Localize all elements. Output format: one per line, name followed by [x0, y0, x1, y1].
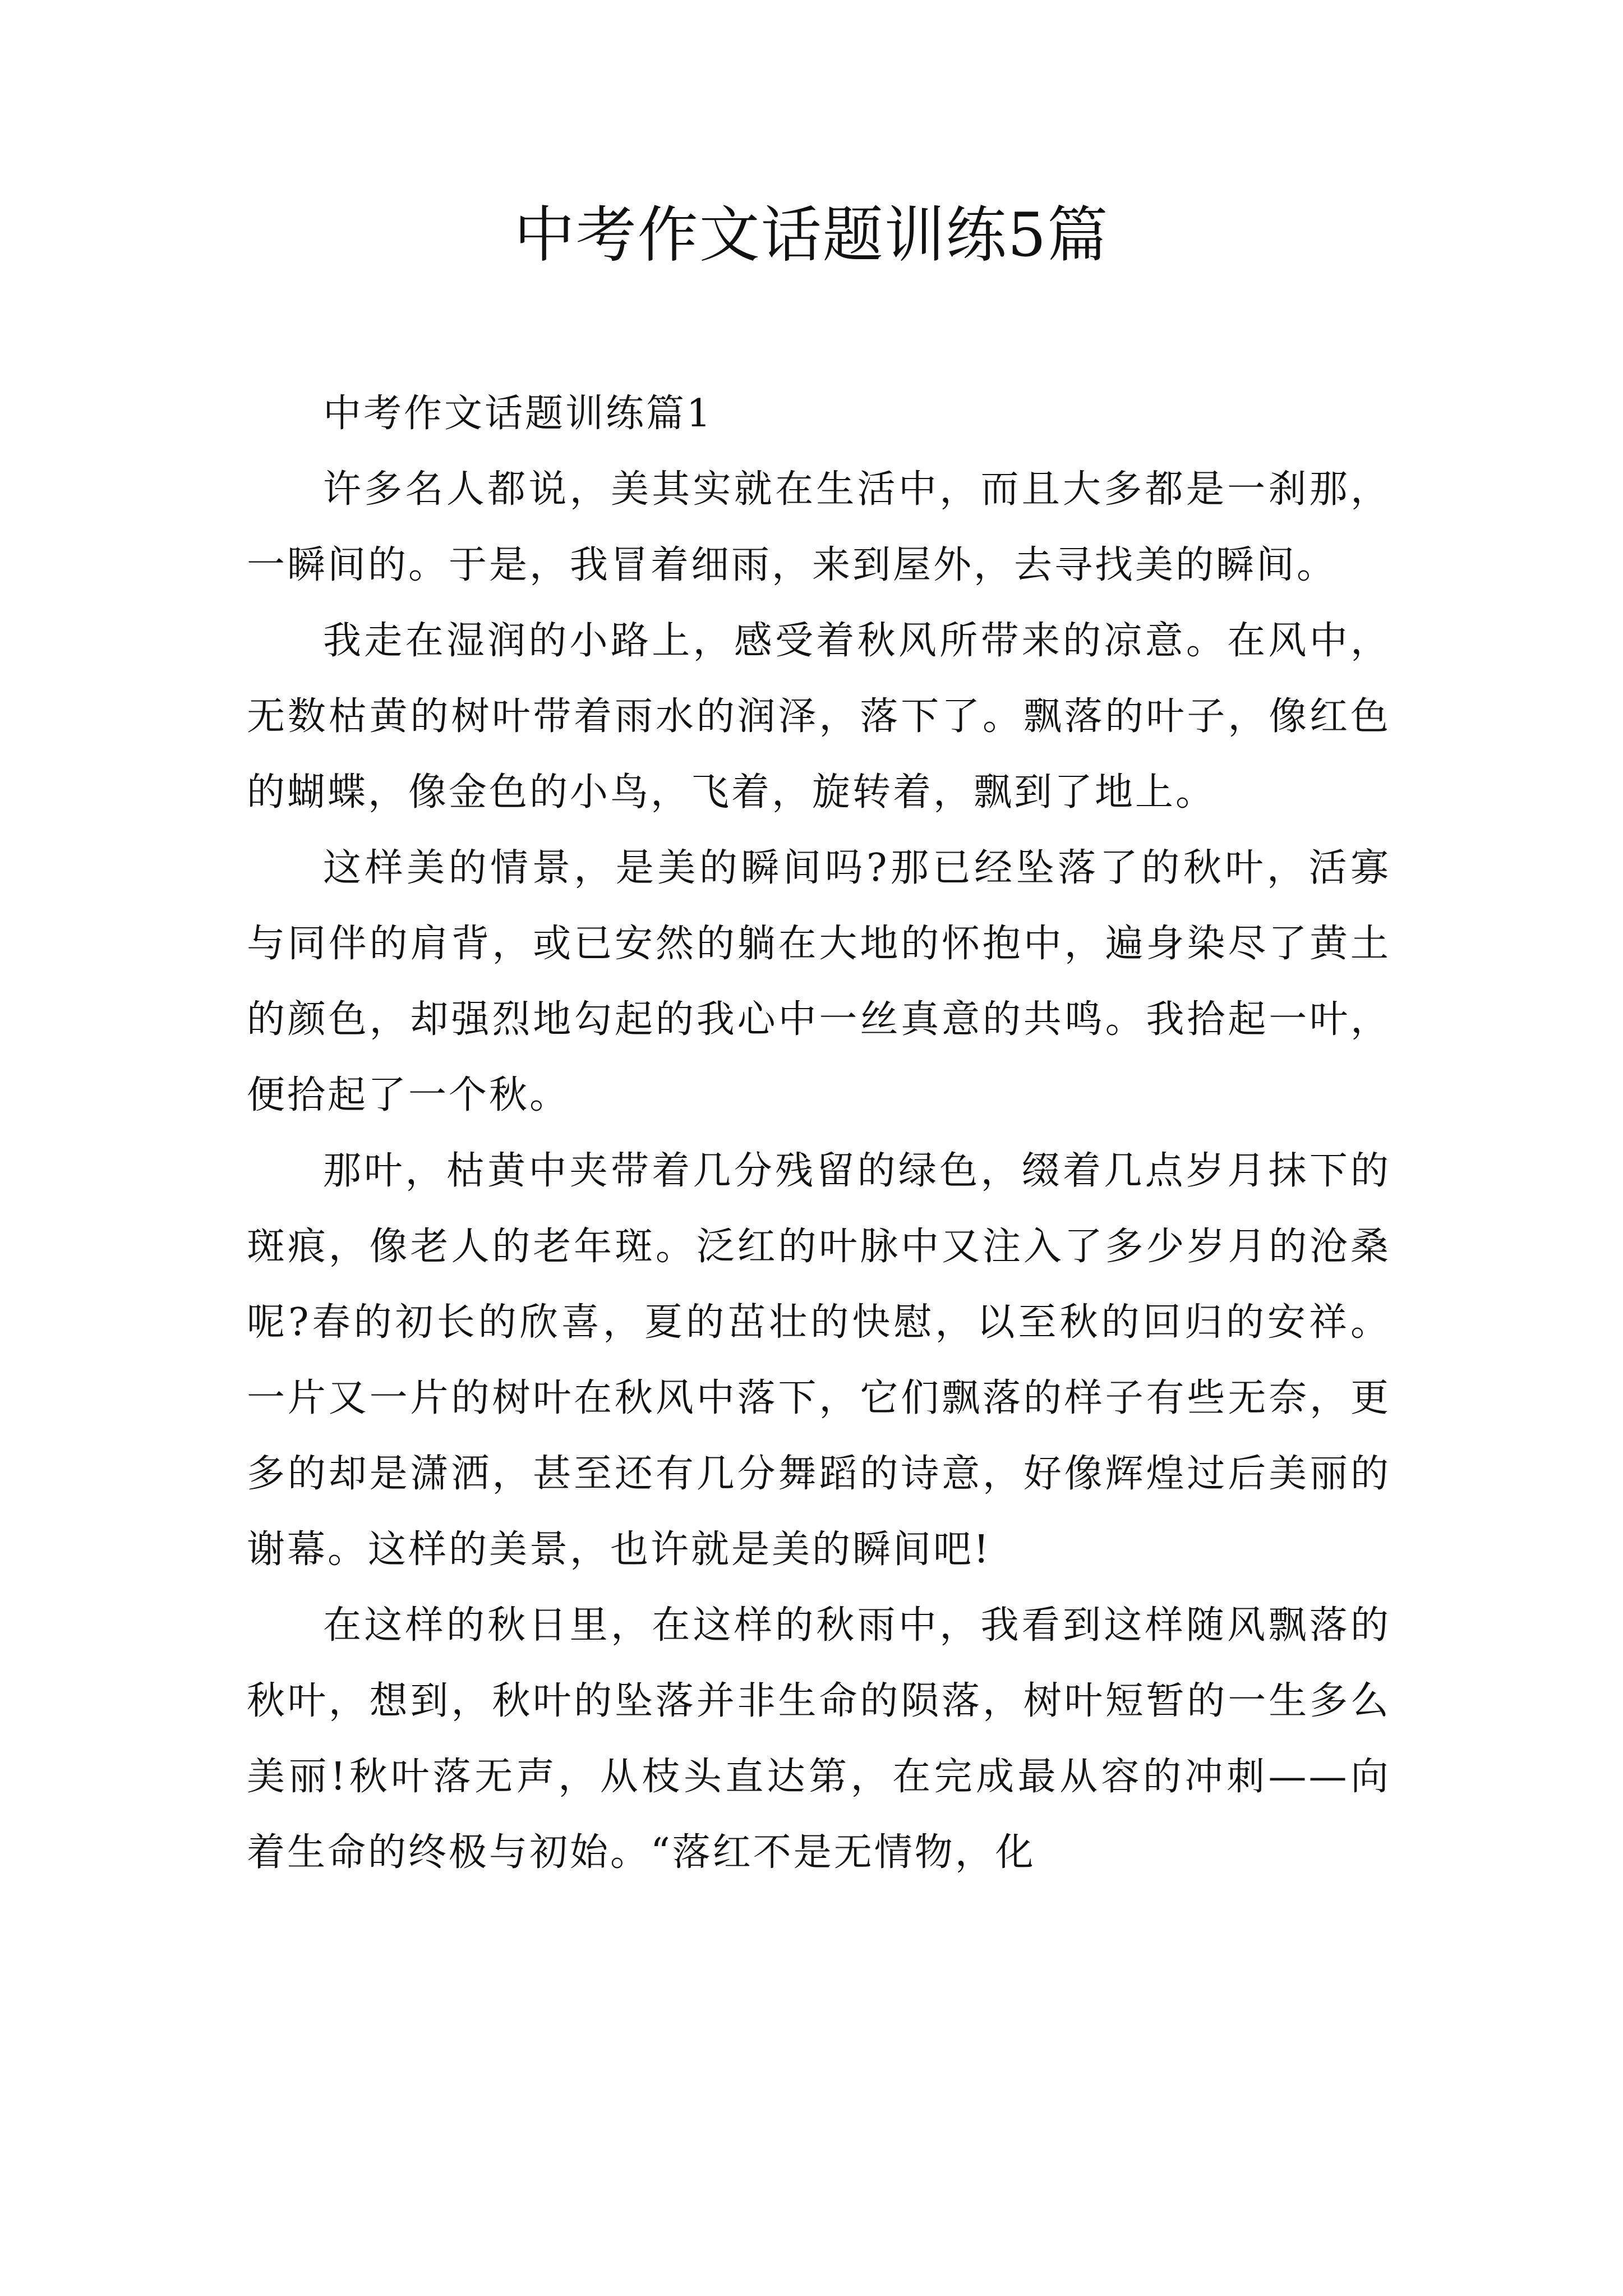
document-body: [247, 376, 1391, 1890]
document-title: 中考作文话题训练5篇: [514, 200, 1109, 270]
paragraph: 我走在湿润的小路上，感受着秋风所带来的凉意。在风中，无数枯黄的树叶带着雨水的润泽，落下了。飘落的叶子，像红色的蝴蝶，像金色的小鸟，飞着，旋转着，飘到了地上。: [247, 619, 1391, 815]
paragraph: 这样美的情景，是美的瞬间吗?那已经坠落了的秋叶，活寡与同伴的肩背，或已安然的躺在大地的怀抱中，遍身染尽了黄土的颜色，却强烈地勾起的我心中一丝真意的共鸣。我拾起一叶，便拾起了一个秋。: [247, 846, 1391, 1117]
section-heading: 中考作文话题训练篇1: [323, 392, 713, 436]
paragraph: 在这样的秋日里，在这样的秋雨中，我看到这样随风飘落的秋叶，想到，秋叶的坠落并非生命的陨落，树叶短暂的一生多么美丽!秋叶落无声，从枝头直达第，在完成最从容的冲刺——向着生命的终极与初始。“落红不是无情物，化: [247, 1603, 1391, 1875]
paragraph: 许多名人都说，美其实就在生活中，而且大多都是一刹那，一瞬间的。于是，我冒着细雨，来到屋外，去寻找美的瞬间。: [247, 467, 1391, 587]
paragraph: 那叶，枯黄中夹带着几分残留的绿色，缀着几点岁月抹下的斑痕，像老人的老年斑。泛红的叶脉中又注入了多少岁月的沧桑呢?春的初长的欣喜，夏的茁壮的快慰，以至秋的回归的安祥。一片又一片的树叶在秋风中落下，它们飘落的样子有些无奈，更多的却是潇洒，甚至还有几分舞蹈的诗意，好像辉煌过后美丽的谢幕。这样的美景，也许就是美的瞬间吧!: [247, 1149, 1391, 1572]
